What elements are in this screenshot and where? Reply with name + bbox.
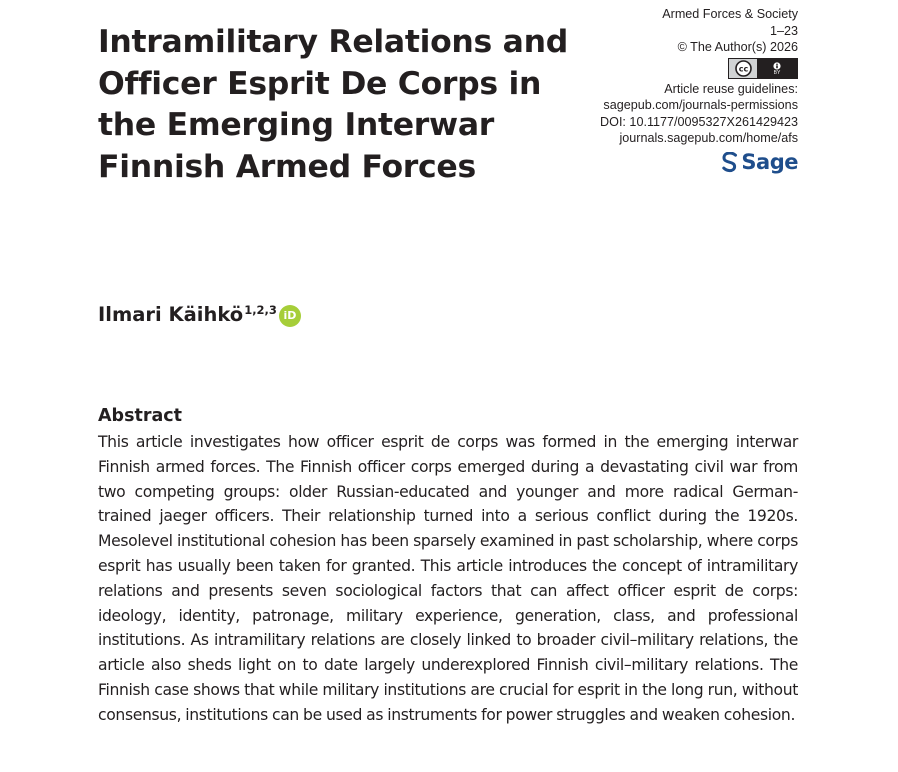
orcid-icon[interactable]: iD [279, 305, 301, 327]
cc-by-license-badge[interactable] [728, 58, 798, 79]
author-line [98, 302, 301, 328]
doi[interactable]: DOI: 10.1177/0095327X261429423 [600, 114, 798, 129]
author-name: Ilmari Käihkö [98, 303, 244, 326]
sage-logo [722, 149, 798, 174]
cc-mark: cc [738, 64, 748, 74]
copyright: © The Author(s) 2026 [677, 40, 798, 54]
creative-commons-icon [729, 59, 757, 78]
by-label: BY [773, 69, 781, 76]
article-title: Intramilitary Relations and Officer Esprit De Corps in the Emerging Interwar Finnish Armed Forces [98, 24, 568, 185]
journal-name: Armed Forces & Society [662, 7, 798, 21]
by-icon [757, 59, 797, 78]
publisher-name: Sage [741, 149, 798, 174]
abstract-text: This article investigates how officer esprit de corps was formed in the emerging interwar Finnish armed forces. The Finnish officer corps emerged during a devastating civil war from two competing groups: older Russian-educated and younger and more radical German-trained jaeger officers. Their relationship turned into a serious conflict during the 1920s. Mesolevel institutional cohesion has been sparsely examined in past scholarship, where corps esprit has usually been taken for granted. This article introduces the concept of intramilitary relations and presents seven sociological factors that can affect officer esprit de corps: ideology, identity, patronage, military experience, generation, class, and professional institutions. As intramilitary relations are closely linked to broader civil–military relations, the article also sheds light on to date largely underexplored Finnish civil–military relations. The Finnish case shows that while military institutions are crucial for esprit in the long run, without consensus, institutions can be used as instruments for power struggles and weaken cohesion. [98, 433, 798, 724]
abstract-heading: Abstract [98, 406, 183, 426]
reuse-link[interactable]: sagepub.com/journals-permissions [603, 98, 798, 112]
journal-link[interactable]: journals.sagepub.com/home/afs [619, 131, 798, 145]
author-affiliations: 1,2,3 [244, 303, 277, 317]
sage-logo-icon [722, 152, 738, 173]
reuse-label: Article reuse guidelines: [664, 81, 798, 96]
journal-meta [498, 6, 798, 177]
page-range: 1–23 [769, 23, 798, 38]
